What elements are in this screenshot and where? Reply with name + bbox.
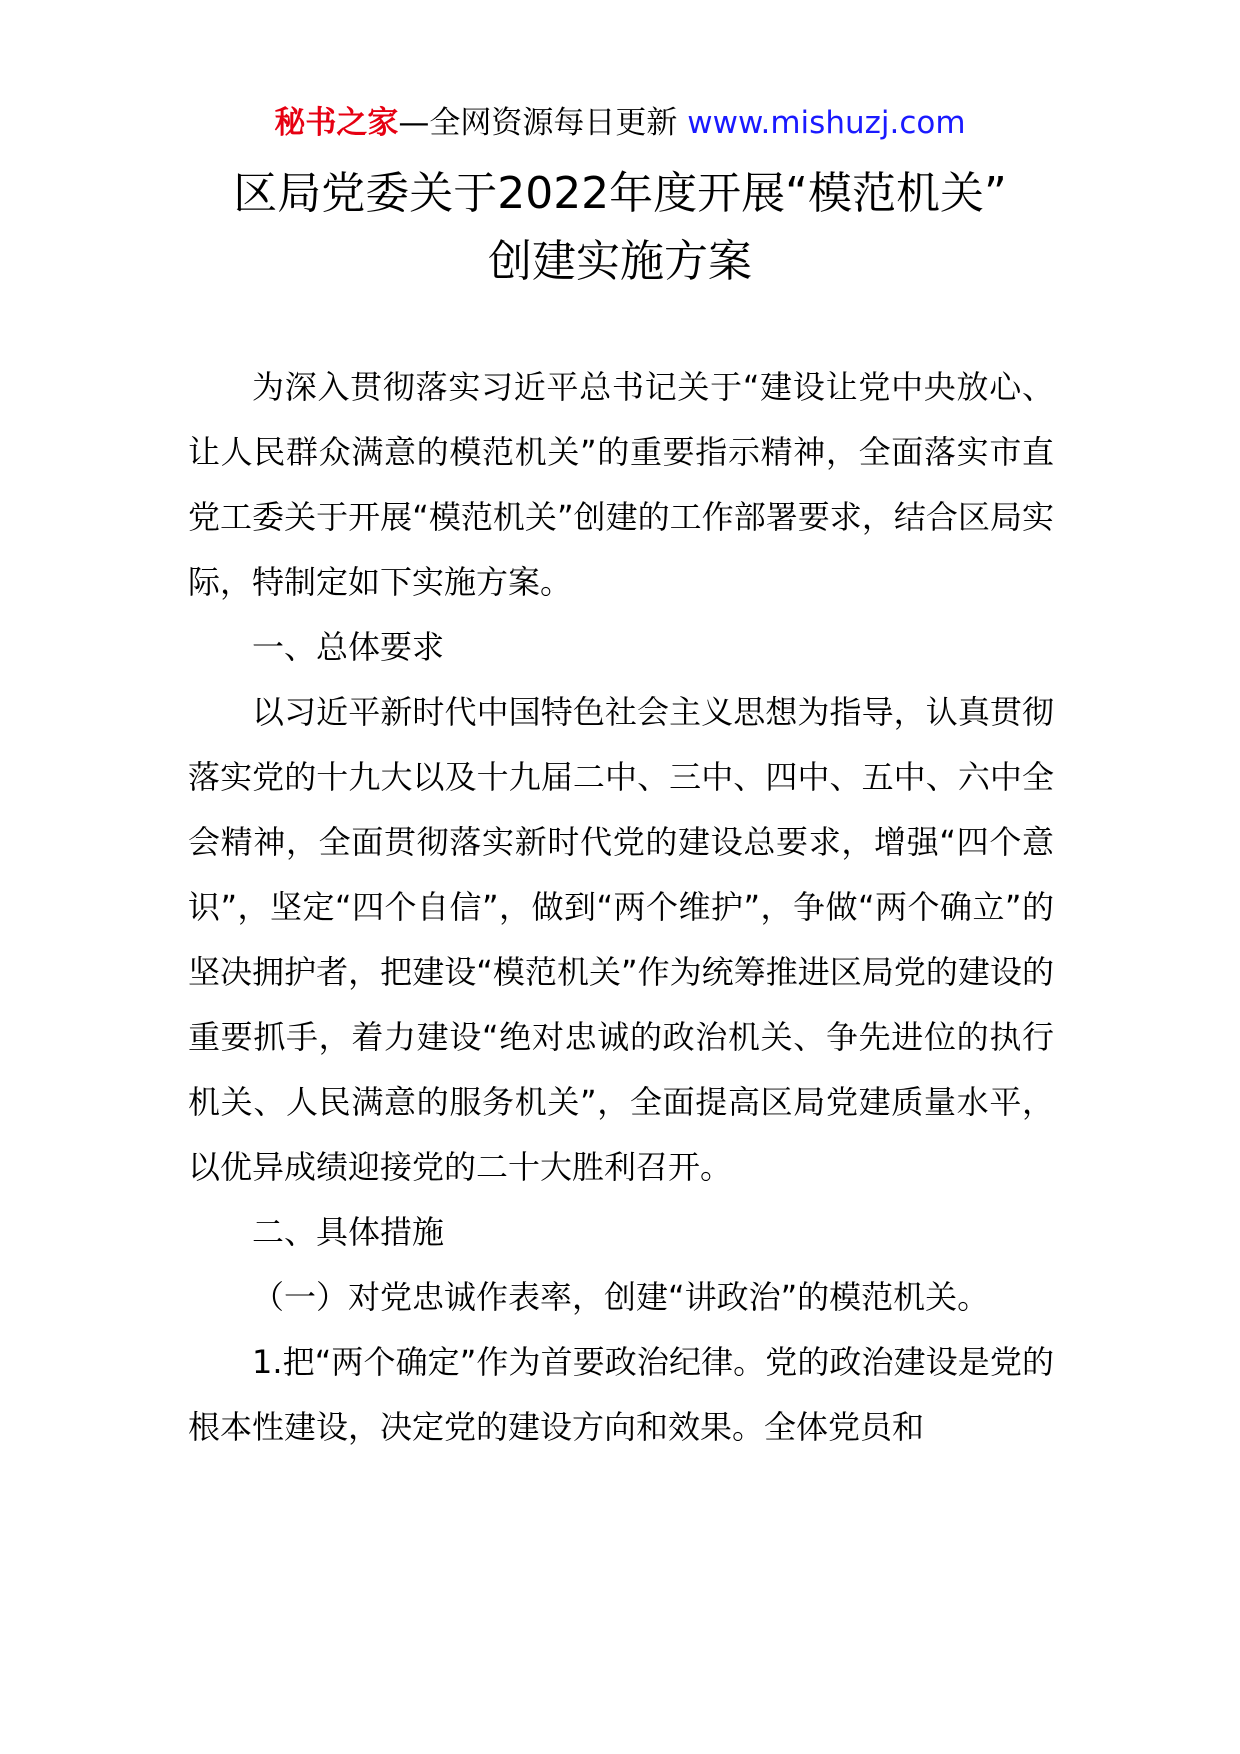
section-heading-specific-measures: 二、具体措施 xyxy=(252,1213,445,1251)
document-title xyxy=(0,160,1240,296)
subsection-heading-1: （一）对党忠诚作表率，创建“讲政治”的模范机关。 xyxy=(252,1278,990,1316)
site-url-link[interactable]: www.mishuzj.com xyxy=(687,105,966,141)
document-title-line-2: 创建实施方案 xyxy=(488,236,752,287)
site-tagline: —全网资源每日更新 xyxy=(398,105,678,141)
section-heading-general-requirements: 一、总体要求 xyxy=(252,628,445,666)
site-header xyxy=(0,103,1240,143)
intro-paragraph: 为深入贯彻落实习近平总书记关于“建设让党中央放心、让人民群众满意的模范机关”的重要指示精神，全面落实市直党工委关于开展“模范机关”创建的工作部署要求，结合区局实际，特制定如下实施方案。 xyxy=(188,368,1054,601)
document-body xyxy=(188,355,1054,1460)
document-title-line-1: 区局党委关于2022年度开展“模范机关” xyxy=(233,168,1007,219)
site-brand: 秘书之家 xyxy=(274,105,399,141)
general-requirements-paragraph: 以习近平新时代中国特色社会主义思想为指导，认真贯彻落实党的十九大以及十九届二中、三中、四中、五中、六中全会精神，全面贯彻落实新时代党的建设总要求，增强“四个意识”，坚定“四个自信”，做到“两个维护”，争做“两个确立”的坚决拥护者，把建设“模范机关”作为统筹推进区局党的建设的重要抓手，着力建设“绝对忠诚的政治机关、争先进位的执行机关、人民满意的服务机关”，全面提高区局党建质量水平，以优异成绩迎接党的二十大胜利召开。 xyxy=(188,693,1054,1186)
measure-paragraph-1: 1.把“两个确定”作为首要政治纪律。党的政治建设是党的根本性建设，决定党的建设方向和效果。全体党员和 xyxy=(188,1343,1054,1446)
